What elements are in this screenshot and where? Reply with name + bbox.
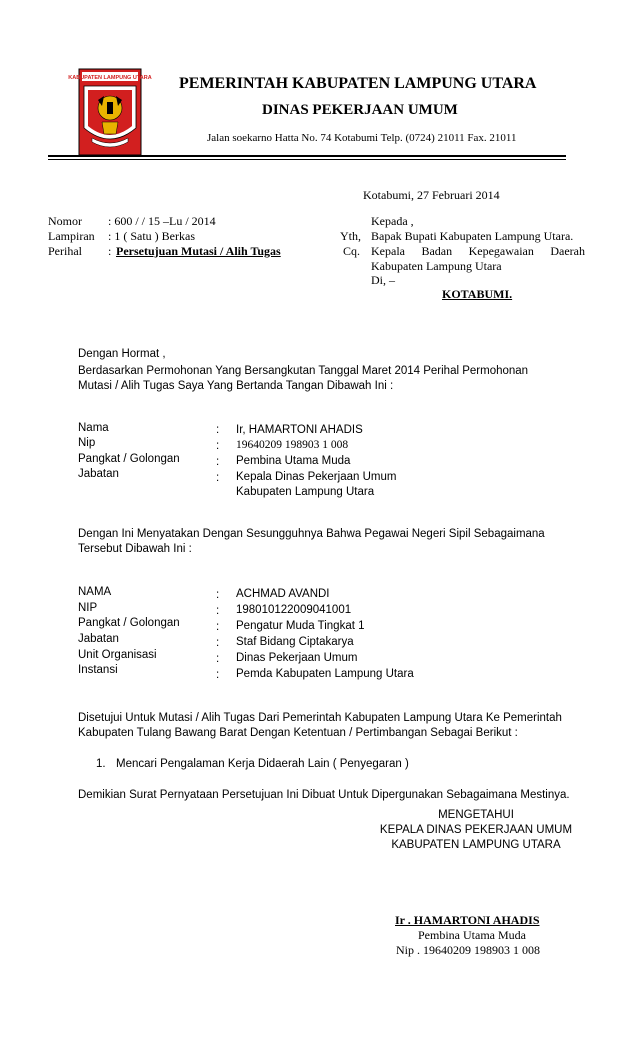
employee-label: Jabatan (78, 633, 119, 645)
recipient-line1: Bapak Bupati Kabupaten Lampung Utara. (371, 229, 574, 243)
department-title: DINAS PEKERJAAN UMUM (262, 102, 458, 118)
employee-value: 198010122009041001 (236, 604, 352, 616)
signer-colon: : (216, 424, 220, 436)
recipient-line3: Kabupaten Lampung Utara (371, 259, 502, 273)
signer-value: Ir, HAMARTONI AHADIS (236, 424, 363, 436)
acknowledge-line-1: MENGETAHUI (438, 809, 514, 821)
employee-value: Pengatur Muda Tingkat 1 (236, 620, 365, 632)
lampiran-value: : 1 ( Satu ) Berkas (108, 229, 195, 243)
recipient-kepada: Kepada , (371, 214, 414, 228)
signer-colon: : (216, 472, 220, 484)
salutation: Dengan Hormat , (78, 348, 166, 360)
place-date: Kotabumi, 27 Februari 2014 (363, 188, 500, 202)
government-title: PEMERINTAH KABUPATEN LAMPUNG UTARA (179, 75, 537, 92)
signer-label: Nip (78, 437, 96, 449)
signer-label: Nama (78, 422, 109, 434)
regency-emblem-icon (68, 68, 152, 156)
signer-value: Pembina Utama Muda (236, 455, 351, 467)
recipient-di: Di, – (371, 273, 395, 287)
employee-label: Unit Organisasi (78, 649, 157, 661)
emblem-text: KABUPATEN LAMPUNG UTARA (68, 75, 152, 81)
signatory-nip: Nip . 19640209 198903 1 008 (396, 943, 540, 957)
signer-label: Jabatan (78, 468, 119, 480)
signer-colon: : (216, 456, 220, 468)
header-rule-thin (48, 159, 566, 160)
nomor-value: : 600 / / 15 –Lu / 2014 (108, 214, 216, 228)
recipient-yth: Yth, (340, 229, 361, 243)
employee-value: Pemda Kabupaten Lampung Utara (236, 668, 414, 680)
employee-colon: : (216, 605, 220, 617)
employee-colon: : (216, 669, 220, 681)
employee-colon: : (216, 589, 220, 601)
acknowledge-line-3: KABUPATEN LAMPUNG UTARA (391, 839, 561, 851)
recipient-cq: Cq. (343, 244, 361, 258)
closing-statement: Demikian Surat Pernyataan Persetujuan Ini Dibuat Untuk Dipergunakan Sebagaimana Mestinya. (78, 789, 570, 801)
employee-label: Instansi (78, 664, 118, 676)
office-address: Jalan soekarno Hatta No. 74 Kotabumi Telp. (0724) 21011 Fax. 21011 (207, 132, 517, 144)
declaration-line-2: Tersebut Dibawah Ini : (78, 543, 192, 555)
perihal-label: Perihal (48, 244, 82, 258)
signer-value: 19640209 198903 1 008 (236, 439, 349, 451)
signer-colon: : (216, 440, 220, 452)
reason-text: Mencari Pengalaman Kerja Didaerah Lain ( Penyegaran ) (116, 758, 409, 770)
nomor-label: Nomor (48, 214, 82, 228)
employee-value: Staf Bidang Ciptakarya (236, 636, 354, 648)
employee-label: Pangkat / Golongan (78, 617, 180, 629)
employee-label: NAMA (78, 586, 112, 598)
employee-colon: : (216, 621, 220, 633)
signer-value: Kepala Dinas Pekerjaan Umum (236, 471, 397, 483)
employee-colon: : (216, 653, 220, 665)
signatory-name: Ir . HAMARTONI AHADIS (395, 913, 540, 927)
signatory-rank: Pembina Utama Muda (418, 928, 526, 942)
header-rule-thick (48, 155, 566, 157)
intro-line-1: Berdasarkan Permohonan Yang Bersangkutan Tanggal Maret 2014 Perihal Permohonan (78, 365, 529, 377)
approval-line-1: Disetujui Untuk Mutasi / Alih Tugas Dari Pemerintah Kabupaten Lampung Utara Ke Pemerintah (78, 712, 562, 724)
intro-line-2: Mutasi / Alih Tugas Saya Yang Bertanda Tangan Dibawah Ini : (78, 380, 394, 392)
perihal-value: Persetujuan Mutasi / Alih Tugas (116, 244, 281, 258)
approval-line-2: Kabupaten Tulang Bawang Barat Dengan Ketentuan / Pertimbangan Sebagai Berikut : (78, 727, 518, 739)
lampiran-label: Lampiran (48, 229, 95, 243)
signer-label: Pangkat / Golongan (78, 453, 180, 465)
employee-label: NIP (78, 602, 98, 614)
declaration-line-1: Dengan Ini Menyatakan Dengan Sesungguhnya Bahwa Pegawai Negeri Sipil Sebagaimana (78, 528, 545, 540)
employee-value: Dinas Pekerjaan Umum (236, 652, 358, 664)
reason-number: 1. (96, 758, 106, 770)
recipient-city: KOTABUMI. (442, 287, 513, 301)
acknowledge-line-2: KEPALA DINAS PEKERJAAN UMUM (379, 824, 573, 836)
perihal-colon: : (108, 244, 112, 258)
signer-jabatan-line-2: Kabupaten Lampung Utara (236, 486, 375, 498)
recipient-line2: Kepala Badan Kepegawaian Daerah (371, 244, 585, 258)
employee-colon: : (216, 637, 220, 649)
employee-value: ACHMAD AVANDI (236, 588, 330, 600)
